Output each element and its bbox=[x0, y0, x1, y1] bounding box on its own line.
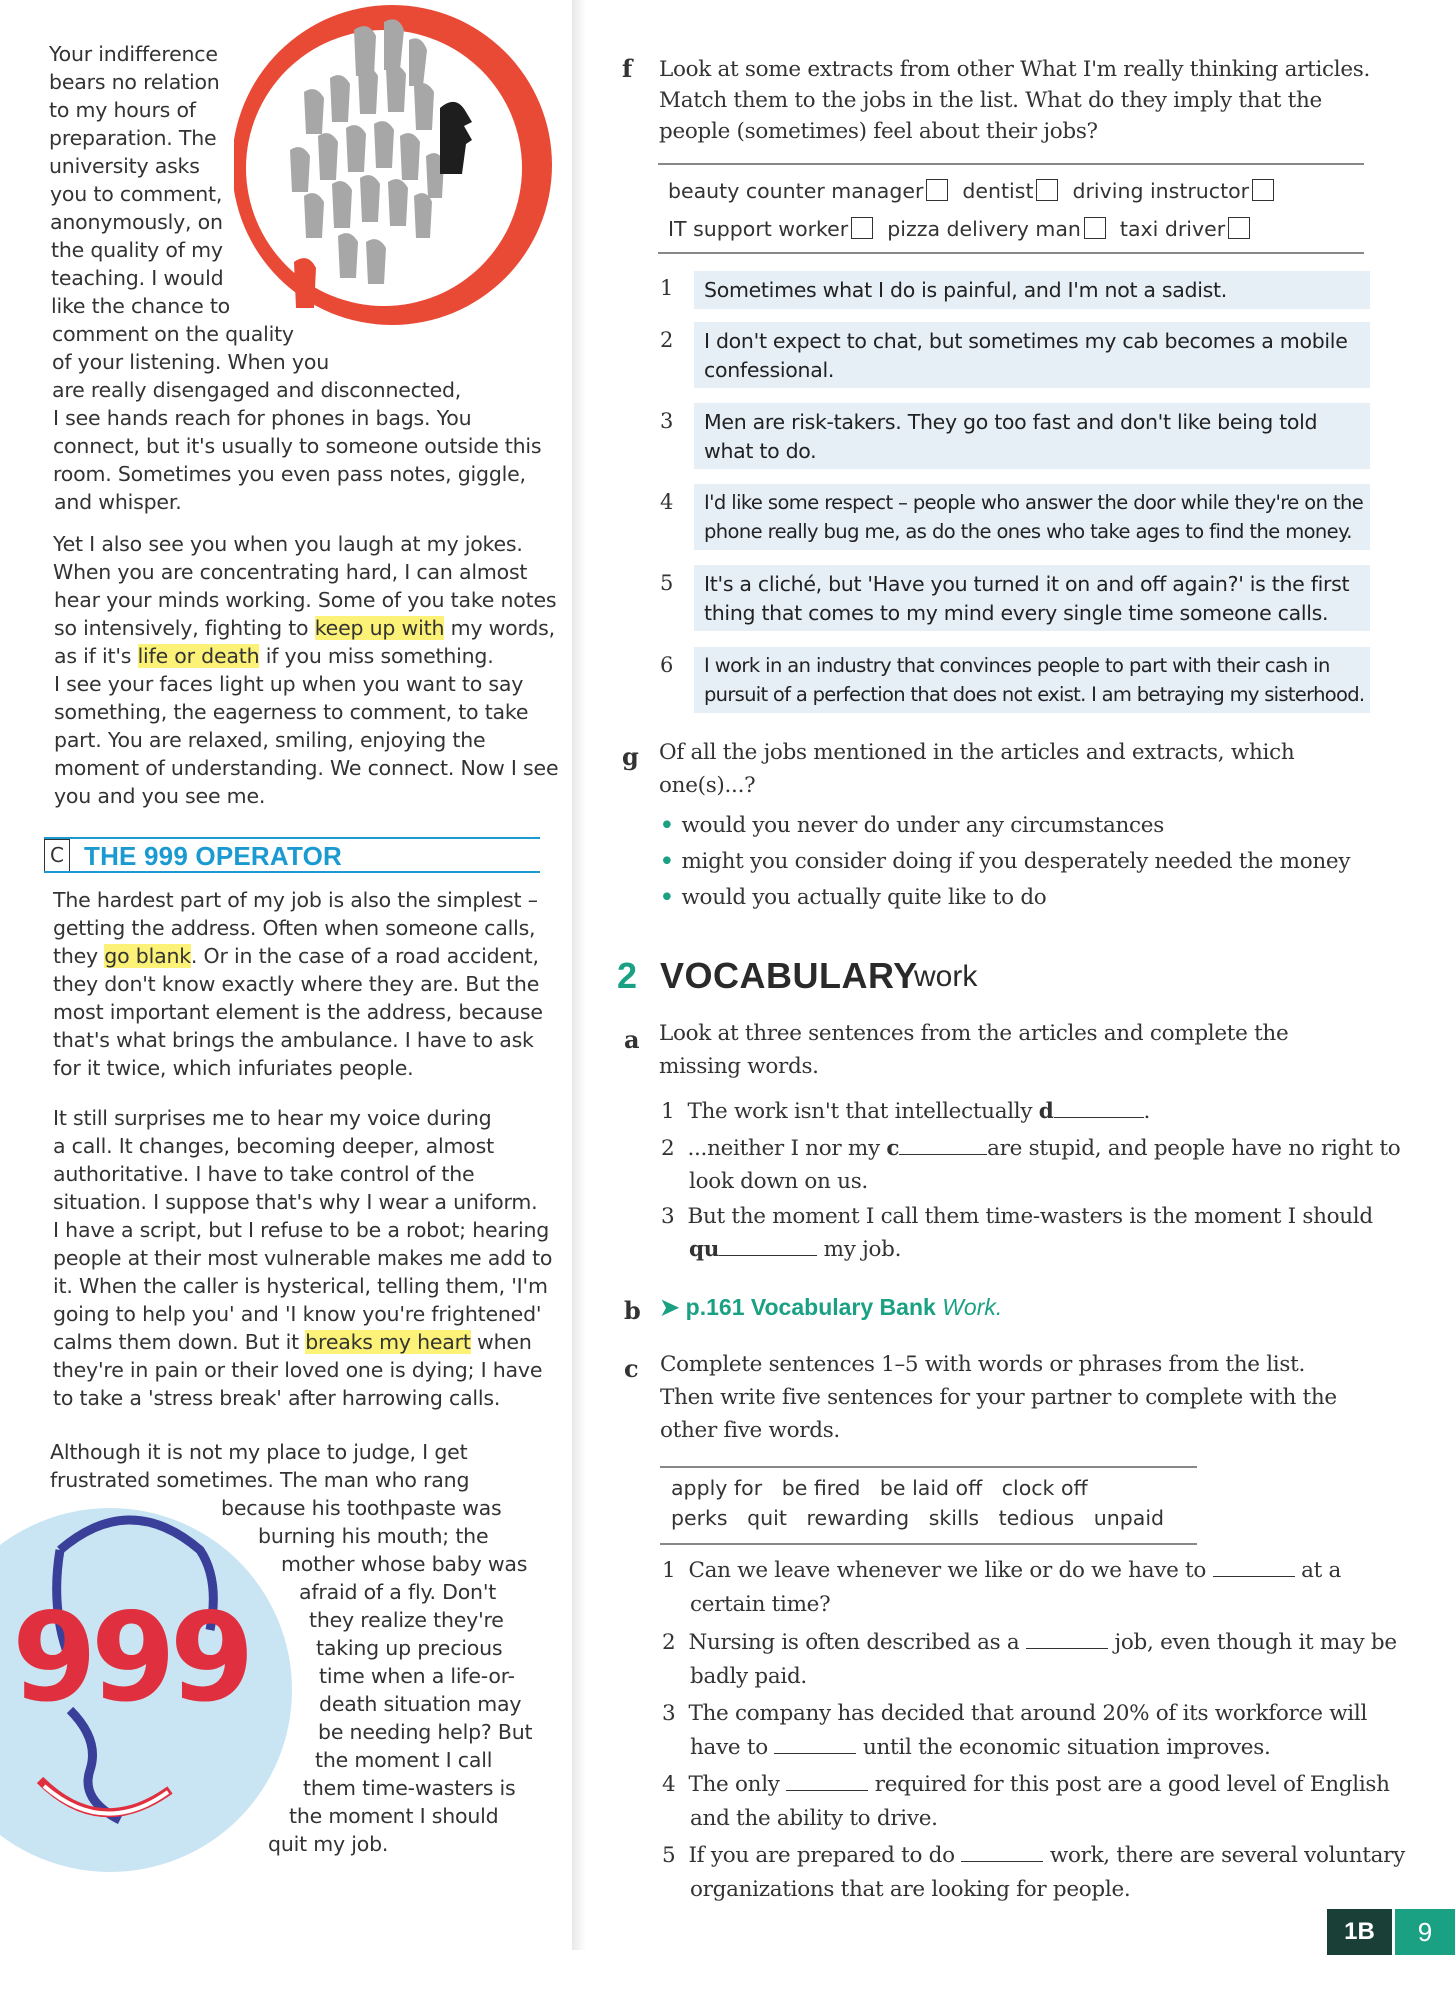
extract-line: I don't expect to chat, but sometimes my cab becomes a mobile bbox=[704, 329, 1348, 353]
p2-line: something, the eagerness to comment, to take bbox=[54, 700, 529, 724]
p3-line: getting the address. Often when someone calls, bbox=[53, 916, 536, 940]
bullet-icon: • bbox=[660, 813, 674, 838]
p4-line: they're in pain or their loved one is dying; I have bbox=[53, 1358, 543, 1382]
p5-line: because his toothpaste was bbox=[221, 1496, 502, 1520]
p2-line: When you are concentrating hard, I can almost bbox=[53, 560, 528, 584]
p5-line: Although it is not my place to judge, I get bbox=[50, 1440, 468, 1464]
word-option: unpaid bbox=[1093, 1506, 1165, 1530]
job-label: pizza delivery man bbox=[887, 217, 1081, 241]
p3-line: The hardest part of my job is also the simplest – bbox=[53, 888, 538, 912]
extract-number: 2 bbox=[660, 328, 674, 352]
p4-line: authoritative. I have to take control of the bbox=[53, 1162, 475, 1186]
vocab-c-item-1: 1 Can we leave whenever we like or do we have to at a bbox=[662, 1558, 1342, 1583]
column-divider-shadow bbox=[572, 0, 586, 1950]
extract-number: 5 bbox=[660, 571, 674, 595]
p2-line: part. You are relaxed, smiling, enjoying the bbox=[54, 728, 486, 752]
exercise-f-letter: f bbox=[622, 54, 633, 83]
audience-illustration bbox=[234, 0, 564, 340]
exercise-g-instr: one(s)...? bbox=[659, 773, 756, 798]
vocab-c-item-5-cont: organizations that are looking for people. bbox=[690, 1877, 1131, 1902]
answer-blank[interactable] bbox=[1213, 1556, 1295, 1577]
answer-blank[interactable] bbox=[961, 1841, 1043, 1862]
vocab-a-letter: a bbox=[624, 1025, 640, 1054]
wordlist-rule bbox=[660, 1466, 1197, 1468]
job-checkbox-dentist[interactable] bbox=[1036, 179, 1058, 201]
word-option: quit bbox=[747, 1506, 787, 1530]
answer-blank[interactable] bbox=[774, 1733, 856, 1754]
p2-line: you and you see me. bbox=[54, 784, 266, 808]
intro-line: the quality of my bbox=[51, 238, 223, 262]
extract-line: It's a cliché, but 'Have you turned it on and off again?' is the first bbox=[704, 572, 1350, 596]
intro-line: like the chance to bbox=[51, 294, 231, 318]
intro-line: university asks bbox=[49, 154, 200, 178]
vocab-c-item-2-cont: badly paid. bbox=[690, 1664, 807, 1689]
p3-line: that's what brings the ambulance. I have to ask bbox=[53, 1028, 534, 1052]
exercise-f-instr: people (sometimes) feel about their jobs? bbox=[659, 119, 1098, 144]
word-option: tedious bbox=[998, 1506, 1075, 1530]
answer-blank[interactable] bbox=[899, 1134, 987, 1155]
answer-blank[interactable] bbox=[786, 1770, 868, 1791]
p5-line: frustrated sometimes. The man who rang bbox=[50, 1468, 470, 1492]
p5-line: death situation may bbox=[319, 1692, 522, 1716]
vocab-a-item-1: 1 The work isn't that intellectually d . bbox=[661, 1099, 1151, 1124]
bullet-icon: • bbox=[660, 885, 674, 910]
vocab-c-letter: c bbox=[624, 1354, 639, 1383]
word-option: be fired bbox=[781, 1476, 861, 1500]
intro-line: I see hands reach for phones in bags. You bbox=[53, 406, 472, 430]
vocab-c-item-4-cont: and the ability to drive. bbox=[690, 1806, 938, 1831]
p4-line: I have a script, but I refuse to be a robot; hearing bbox=[53, 1218, 550, 1242]
intro-line: of your listening. When you bbox=[52, 350, 329, 374]
exercise-g-instr: Of all the jobs mentioned in the articles and extracts, which bbox=[659, 740, 1295, 765]
p5-line: be needing help? But bbox=[318, 1720, 533, 1744]
intro-line: preparation. The bbox=[49, 126, 217, 150]
intro-line: you to comment, bbox=[50, 182, 223, 206]
vocab-c-item-3-cont: have to until the economic situation improves. bbox=[690, 1735, 1271, 1760]
p5-line: they realize they're bbox=[309, 1608, 504, 1632]
vocabulary-section-subtitle: work bbox=[914, 960, 978, 993]
section-c-rule bbox=[44, 871, 540, 873]
jobs-row bbox=[668, 176, 1288, 206]
extract-line: phone really bug me, as do the ones who take ages to find the money. bbox=[704, 520, 1352, 543]
extract-line: Sometimes what I do is painful, and I'm not a sadist. bbox=[704, 278, 1227, 302]
word-option: clock off bbox=[1001, 1476, 1088, 1500]
p2-line: so intensively, fighting to keep up with my words, bbox=[54, 616, 555, 640]
p4-line: a call. It changes, becoming deeper, almost bbox=[53, 1134, 494, 1158]
job-checkbox-it-support-worker[interactable] bbox=[851, 217, 873, 239]
p5-line: the moment I call bbox=[315, 1748, 493, 1772]
highlight-go-blank: go blank bbox=[104, 944, 191, 968]
vocab-c-instr: other five words. bbox=[660, 1418, 840, 1443]
p2-line: moment of understanding. We connect. Now I see bbox=[54, 756, 559, 780]
vocab-a-instr: missing words. bbox=[659, 1054, 819, 1079]
job-label: beauty counter manager bbox=[668, 179, 924, 203]
p5-line: mother whose baby was bbox=[281, 1552, 528, 1576]
word-option: apply for bbox=[671, 1476, 763, 1500]
p5-line: afraid of a fly. Don't bbox=[299, 1580, 497, 1604]
extract-line: I work in an industry that convinces people to part with their cash in bbox=[704, 654, 1330, 677]
vocab-c-item-3: 3 The company has decided that around 20% of its workforce will bbox=[662, 1701, 1368, 1726]
p4-line: situation. I suppose that's why I wear a uniform. bbox=[53, 1190, 538, 1214]
vocab-c-instr: Then write five sentences for your partner to complete with the bbox=[660, 1385, 1337, 1410]
job-label: driving instructor bbox=[1072, 179, 1250, 203]
vocab-a-item-2: 2 ...neither I nor my c are stupid, and people have no right to bbox=[661, 1136, 1401, 1161]
vocab-a-instr: Look at three sentences from the articles and complete the bbox=[659, 1021, 1289, 1046]
extract-number: 6 bbox=[660, 653, 674, 677]
extract-line: Men are risk-takers. They go too fast and don't like being told bbox=[704, 410, 1318, 434]
p5-line: quit my job. bbox=[268, 1832, 389, 1856]
extract-line: pursuit of a perfection that does not exist. I am betraying my sisterhood. bbox=[704, 683, 1365, 706]
answer-blank[interactable] bbox=[719, 1235, 817, 1256]
extract-number: 4 bbox=[660, 490, 674, 514]
exercise-g-bullet: • might you consider doing if you desperately needed the money bbox=[660, 849, 1351, 874]
vocabulary-section-title: VOCABULARY bbox=[660, 955, 918, 996]
p4-line: going to help you' and 'I know you're frightened' bbox=[53, 1302, 542, 1326]
job-label: IT support worker bbox=[668, 217, 849, 241]
word-option: perks bbox=[671, 1506, 728, 1530]
bullet-icon: • bbox=[660, 849, 674, 874]
intro-line: teaching. I would bbox=[51, 266, 224, 290]
vocab-a-item-3: 3 But the moment I call them time-wasters is the moment I should bbox=[661, 1204, 1373, 1229]
wordlist-rule bbox=[660, 1543, 1197, 1545]
p4-line: It still surprises me to hear my voice during bbox=[53, 1106, 492, 1130]
vocab-b-letter: b bbox=[624, 1296, 641, 1325]
wordlist-row bbox=[671, 1473, 1088, 1503]
intro-line: anonymously, on bbox=[50, 210, 223, 234]
unit-badge: 1B bbox=[1327, 1909, 1392, 1955]
p4-line: it. When the caller is hysterical, telling them, 'I'm bbox=[53, 1274, 548, 1298]
word-option: rewarding bbox=[806, 1506, 910, 1530]
job-label: taxi driver bbox=[1119, 217, 1226, 241]
section-c-title: THE 999 OPERATOR bbox=[84, 841, 342, 871]
p5-line: time when a life-or- bbox=[319, 1664, 515, 1688]
intro-line: to my hours of bbox=[49, 98, 196, 122]
highlight-life-or-death: life or death bbox=[137, 644, 260, 668]
extract-line: what to do. bbox=[704, 439, 817, 463]
intro-line: comment on the quality bbox=[52, 322, 294, 346]
p2-line: hear your minds working. Some of you take notes bbox=[54, 588, 557, 612]
extract-number: 3 bbox=[660, 409, 674, 433]
jobs-rule bbox=[658, 252, 1364, 254]
vocab-c-item-5: 5 If you are prepared to do work, there are several voluntary bbox=[662, 1843, 1405, 1868]
intro-line: room. Sometimes you even pass notes, giggle, bbox=[53, 462, 526, 486]
intro-line: are really disengaged and disconnected, bbox=[52, 378, 462, 402]
arrow-right-icon: ➤ bbox=[660, 1294, 680, 1320]
extract-line: confessional. bbox=[704, 358, 835, 382]
vocab-c-item-2: 2 Nursing is often described as a job, even though it may be bbox=[662, 1630, 1397, 1655]
extract-number: 1 bbox=[660, 276, 674, 300]
p3-line: most important element is the address, because bbox=[53, 1000, 543, 1024]
intro-line: bears no relation bbox=[49, 70, 220, 94]
exercise-g-bullet: • would you never do under any circumstances bbox=[660, 813, 1164, 838]
answer-blank[interactable] bbox=[1054, 1097, 1144, 1118]
article-column bbox=[0, 0, 572, 1950]
extract-line: thing that comes to my mind every single time someone calls. bbox=[704, 601, 1329, 625]
vocab-c-item-1-cont: certain time? bbox=[690, 1592, 831, 1617]
job-checkbox-driving-instructor[interactable] bbox=[1252, 179, 1274, 201]
job-label: dentist bbox=[962, 179, 1034, 203]
p5-line: the moment I should bbox=[289, 1804, 499, 1828]
p5-line: taking up precious bbox=[316, 1636, 503, 1660]
wordlist-row bbox=[671, 1503, 1164, 1533]
p4-line: calms them down. But it breaks my heart when bbox=[53, 1330, 532, 1354]
vocab-a-item-2-cont: look down on us. bbox=[689, 1169, 868, 1194]
vocabulary-section-number: 2 bbox=[617, 955, 638, 996]
word-option: be laid off bbox=[879, 1476, 983, 1500]
answer-blank[interactable] bbox=[1026, 1628, 1108, 1649]
p2-line: I see your faces light up when you want to say bbox=[54, 672, 524, 696]
p3-line: they go blank. Or in the case of a road accident, bbox=[53, 944, 539, 968]
p3-line: they don't know exactly where they are. But the bbox=[53, 972, 540, 996]
exercise-g-bullet: • would you actually quite like to do bbox=[660, 885, 1047, 910]
extract-line: I'd like some respect – people who answer the door while they're on the bbox=[704, 491, 1364, 514]
vocabulary-bank-link[interactable]: ➤ p.161 Vocabulary Bank Work. bbox=[660, 1294, 1003, 1320]
highlight-breaks-my-heart: breaks my heart bbox=[305, 1330, 471, 1354]
section-c-letter: C bbox=[44, 839, 70, 872]
vocab-c-item-4: 4 The only required for this post are a good level of English bbox=[662, 1772, 1390, 1797]
intro-line: connect, but it's usually to someone outside this bbox=[53, 434, 542, 458]
intro-line: Your indifference bbox=[49, 42, 218, 66]
exercise-f-instr: Look at some extracts from other What I'm really thinking articles. bbox=[659, 57, 1371, 82]
p4-line: to take a 'stress break' after harrowing calls. bbox=[53, 1386, 501, 1410]
p2-line: Yet I also see you when you laugh at my jokes. bbox=[53, 532, 523, 556]
exercise-g-letter: g bbox=[622, 742, 639, 771]
p3-line: for it twice, which infuriates people. bbox=[53, 1056, 414, 1080]
job-checkbox-pizza-delivery-man[interactable] bbox=[1084, 217, 1106, 239]
highlight-keep-up-with: keep up with bbox=[314, 616, 445, 640]
jobs-rule bbox=[658, 163, 1364, 165]
job-checkbox-beauty-counter-manager[interactable] bbox=[926, 179, 948, 201]
job-checkbox-taxi-driver[interactable] bbox=[1228, 217, 1250, 239]
operator-999-illustration bbox=[0, 1470, 300, 1880]
vocab-c-instr: Complete sentences 1–5 with words or phrases from the list. bbox=[660, 1352, 1305, 1377]
exercise-f-instr: Match them to the jobs in the list. What do they imply that the bbox=[659, 88, 1322, 113]
intro-line: and whisper. bbox=[54, 490, 182, 514]
p5-line: burning his mouth; the bbox=[258, 1524, 489, 1548]
word-option: skills bbox=[928, 1506, 980, 1530]
p5-line: them time-wasters is bbox=[303, 1776, 516, 1800]
page-number: 9 bbox=[1395, 1909, 1455, 1955]
vocab-a-item-3-cont: qu my job. bbox=[689, 1237, 902, 1262]
jobs-row bbox=[668, 214, 1264, 244]
p4-line: people at their most vulnerable makes me add to bbox=[53, 1246, 553, 1270]
illustration-999-text: 999 bbox=[12, 1587, 249, 1729]
p2-line: as if it's life or death if you miss something. bbox=[54, 644, 494, 668]
